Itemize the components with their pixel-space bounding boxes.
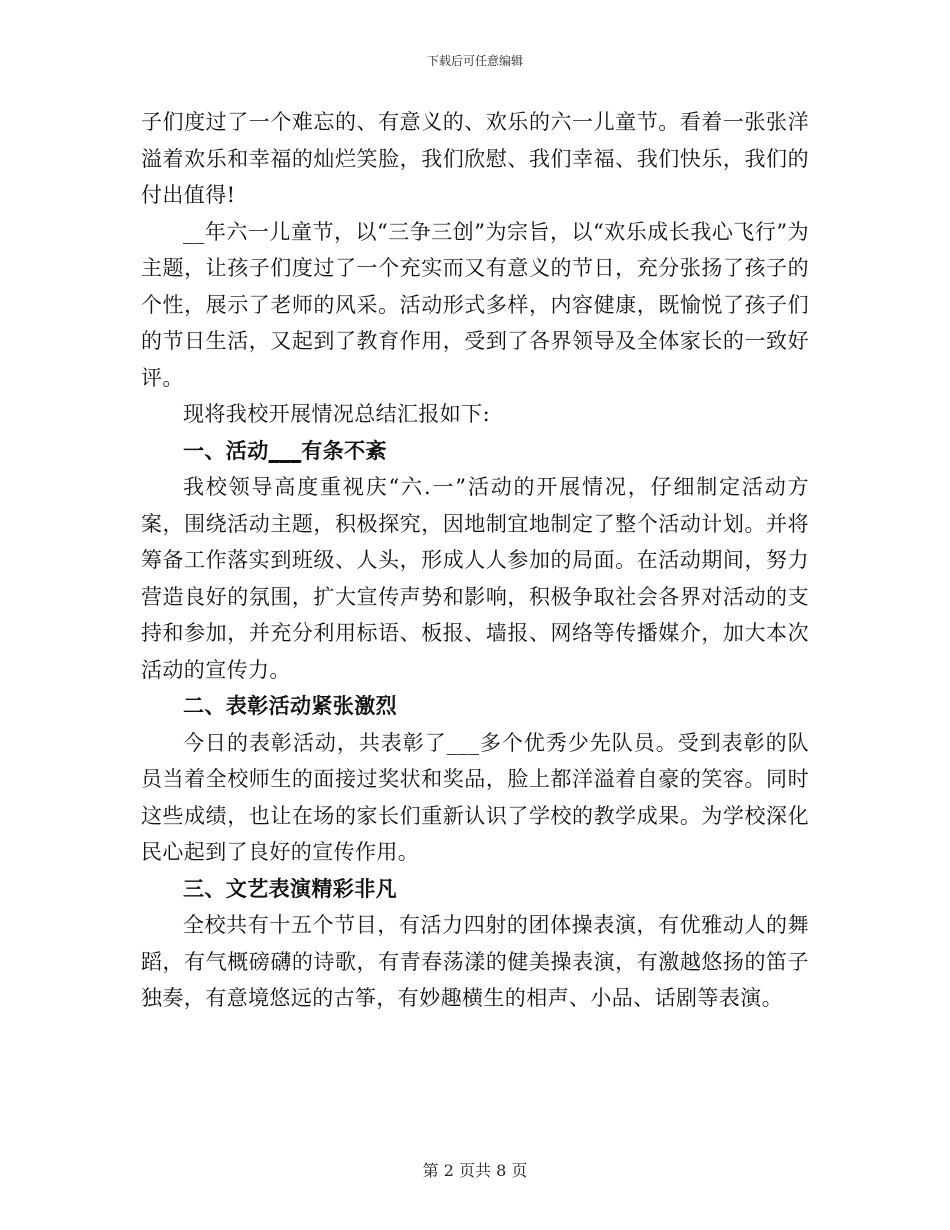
paragraph-summary-lead: 现将我校开展情况总结汇报如下: xyxy=(183,402,491,426)
page-header: 下载后可任意编辑 xyxy=(426,54,523,68)
section-heading-3: 三、文艺表演精彩非凡 xyxy=(183,875,397,901)
section-heading-1-blank: ___ xyxy=(268,437,302,463)
paragraph-section-2: 今日的表彰活动，共表彰了___多个优秀少先队员。受到表彰的队员当着全校师生的面接过奖状和奖品，脸上都洋溢着自豪的笑容。同时这些成绩，也让在场的家长们重新认识了学校的教学成果。为学校深化民心起到了良好的宣传作用。 xyxy=(141,730,809,864)
paragraph-section-1: 我校领导高度重视庆“六.一”活动的开展情况，仔细制定活动方案，围绕活动主题，积极探究，因地制宜地制定了整个活动计划。并将筹备工作落实到班级、人头，形成人人参加的局面。在活动期间，努力营造良好的氛围，扩大宣传声势和影响，积极争取社会各界对活动的支持和参加，并充分利用标语、板报、墙报、网络等传播媒介，加大本次活动的宣传力。 xyxy=(141,475,809,682)
section-heading-2: 二、表彰活动紧张激烈 xyxy=(183,693,397,718)
section-heading-1-text-a: 一、活动 xyxy=(183,437,269,463)
section-heading-1 xyxy=(141,433,809,470)
paragraph-continuation: 子们度过了一个难忘的、有意义的、欢乐的六一儿童节。看着一张张洋溢着欢乐和幸福的灿烂笑脸，我们欣慰、我们幸福、我们快乐，我们的付出值得! xyxy=(141,110,809,207)
section-heading-1-text-b: 有条不紊 xyxy=(301,437,387,463)
page-footer: 第 2 页共 8 页 xyxy=(422,1161,528,1180)
document-body xyxy=(141,104,809,1017)
paragraph-intro: __年六一儿童节，以“三争三创”为宗旨，以“欢乐成长我心飞行”为主题，让孩子们度过了一个充实而又有意义的节日，充分张扬了孩子的个性，展示了老师的风采。活动形式多样，内容健康，既愉悦了孩子们的节日生活，又起到了教育作用，受到了各界领导及全体家长的一致好评。 xyxy=(141,219,809,390)
paragraph-section-3: 全校共有十五个节目，有活力四射的团体操表演，有优雅动人的舞蹈，有气概磅礴的诗歌，有青春荡漾的健美操表演，有激越悠扬的笛子独奏，有意境悠远的古筝，有妙趣横生的相声、小品、话剧等表演。 xyxy=(141,913,809,1010)
